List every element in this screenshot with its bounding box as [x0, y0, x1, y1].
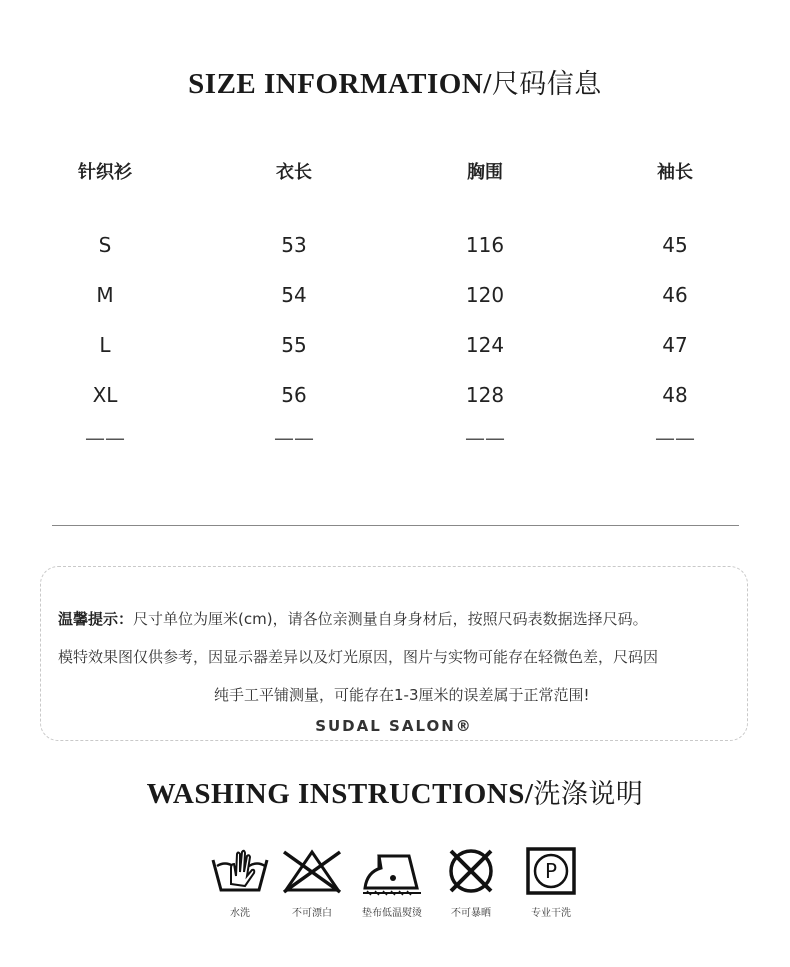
care-label: 垫布低温熨烫 — [362, 908, 422, 919]
care-item-dry-clean — [511, 846, 591, 919]
care-item-hand-wash — [200, 846, 280, 919]
section-divider — [52, 525, 739, 526]
notice-text-1: 尺寸单位为厘米(cm)，请各位亲测量自身身材后，按照尺码表数据选择尺码。 — [133, 610, 648, 628]
table-row — [0, 383, 790, 413]
care-label: 不可漂白 — [292, 908, 332, 919]
chest-cell: 116 — [465, 233, 505, 257]
chest-cell: 120 — [465, 283, 505, 307]
care-item-no-bleach — [272, 846, 352, 919]
header-sleeve: 袖长 — [657, 162, 693, 183]
care-item-iron-low — [352, 846, 432, 919]
chest-cell: 124 — [465, 333, 505, 357]
hand-wash-icon — [209, 846, 271, 896]
sleeve-cell: 48 — [662, 383, 688, 407]
notice-label: 温馨提示： — [58, 610, 134, 628]
size-information-title — [0, 62, 790, 101]
header-length: 衣长 — [276, 162, 312, 183]
table-row — [0, 233, 790, 263]
length-cell: 53 — [281, 233, 307, 257]
sleeve-cell: 47 — [662, 333, 688, 357]
size-table-header — [0, 158, 790, 188]
brand-logo: SUDAL SALON® — [315, 717, 473, 735]
placeholder-cell: —— — [655, 426, 695, 450]
notice-line-1 — [58, 608, 648, 629]
care-icons — [0, 846, 790, 936]
size-title-en: SIZE INFORMATION/ — [188, 68, 492, 100]
placeholder-cell: —— — [465, 426, 505, 450]
table-row — [0, 426, 790, 456]
care-item-no-sun-dry — [431, 846, 511, 919]
washing-instructions-title — [0, 772, 790, 811]
table-row — [0, 333, 790, 363]
no-sun-dry-icon — [443, 846, 499, 896]
care-label: 专业干洗 — [531, 908, 571, 919]
length-cell: 56 — [281, 383, 307, 407]
length-cell: 54 — [281, 283, 307, 307]
sleeve-cell: 45 — [662, 233, 688, 257]
notice-box — [40, 566, 748, 741]
care-label: 不可暴晒 — [451, 908, 491, 919]
no-bleach-icon — [280, 846, 344, 896]
notice-line-2: 模特效果图仅供参考，因显示器差异以及灯光原因，图片与实物可能存在轻微色差，尺码因 — [58, 648, 659, 666]
size-cell: M — [96, 283, 114, 307]
svg-text:P: P — [544, 859, 558, 883]
length-cell: 55 — [281, 333, 307, 357]
size-cell: L — [99, 333, 111, 357]
sleeve-cell: 46 — [662, 283, 688, 307]
wash-title-en: WASHING INSTRUCTIONS/ — [146, 778, 534, 810]
notice-line-3: 纯手工平铺测量，可能存在1-3厘米的误差属于正常范围! — [214, 686, 590, 704]
wash-title-cn: 洗涤说明 — [533, 779, 644, 810]
size-cell: S — [98, 233, 112, 257]
iron-low-icon — [359, 846, 425, 896]
dry-clean-p-icon — [525, 846, 577, 896]
care-label: 水洗 — [230, 908, 250, 919]
header-item: 针织衫 — [78, 162, 132, 183]
placeholder-cell: —— — [85, 426, 125, 450]
header-chest: 胸围 — [467, 162, 503, 183]
size-title-cn: 尺码信息 — [491, 69, 602, 100]
table-row — [0, 283, 790, 313]
chest-cell: 128 — [465, 383, 505, 407]
size-cell: XL — [92, 383, 118, 407]
placeholder-cell: —— — [274, 426, 314, 450]
